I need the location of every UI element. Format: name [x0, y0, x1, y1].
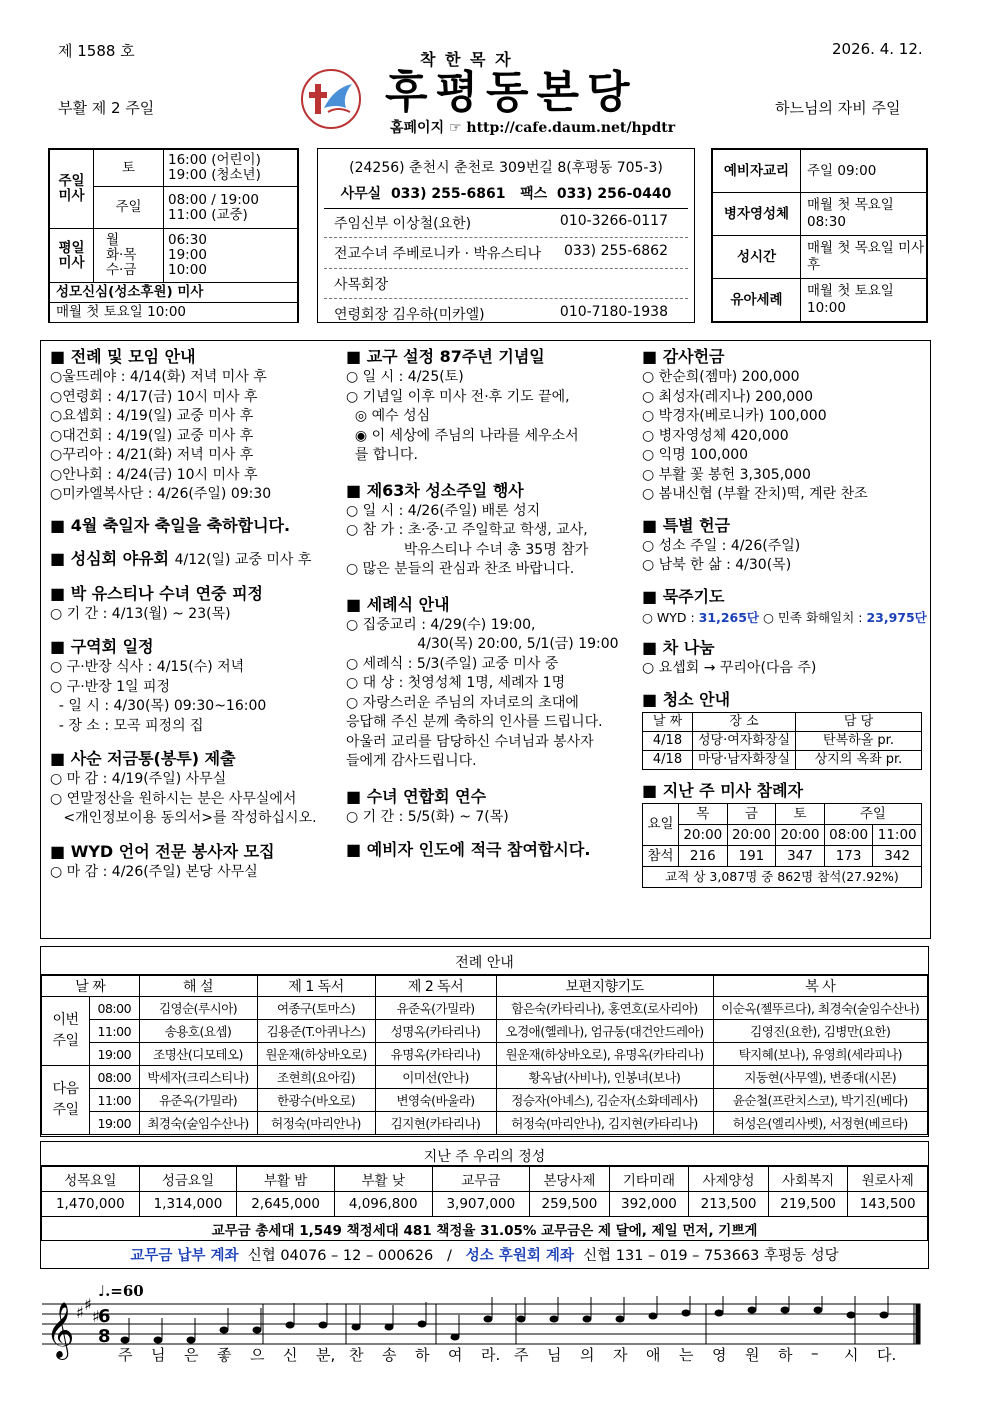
notice-item: ○ 일 시 : 4/25(토) [346, 369, 464, 385]
table-header: 담 당 [796, 712, 922, 731]
notice-item: ○ 최성자(레지나) 200,000 [642, 388, 814, 405]
table-cell: 조현희(요아킴) [257, 1066, 375, 1089]
table-cell: 20:00 [679, 824, 728, 845]
weekday-time-2: 19:00 [168, 247, 207, 263]
table-header: 복 사 [713, 976, 927, 997]
table-cell: 윤순철(프란치스코), 박기진(베다) [713, 1089, 927, 1112]
notice-item: ○꾸리아 : 4/21(화) 저녁 미사 후 [50, 447, 254, 463]
table-header: 주일 [824, 803, 921, 824]
lyric-syllable: 는 [679, 1346, 694, 1364]
lyric-syllable: 애 [646, 1346, 661, 1364]
note-head [286, 1322, 295, 1329]
notices-column-2 [346, 340, 636, 861]
table-header: 날 짜 [643, 712, 693, 731]
label-line: 주일 [52, 1102, 79, 1118]
table-cell: 4,096,800 [334, 1192, 432, 1217]
holy-mother-label: 성모신심(성소후원) 미사 [50, 283, 298, 303]
note-head [352, 1324, 361, 1331]
lyric-syllable: – [811, 1344, 819, 1362]
notice-item: ○연령회 : 4/17(금) 10시 미사 후 [50, 388, 258, 405]
weekday-time-3: 10:00 [168, 262, 207, 278]
note-head [583, 1316, 592, 1323]
notices-column-3 [642, 340, 926, 888]
section-heading: ■ 박 유스티나 수녀 연중 피정 [50, 583, 263, 603]
notices-column-1 [50, 340, 335, 882]
table-cell: 지동현(사무엘), 변종대(시몬) [713, 1066, 927, 1089]
note-head [253, 1327, 262, 1334]
note-head [220, 1327, 229, 1334]
section-heading: ■ 청소 안내 [642, 689, 731, 709]
table-cell: 정승자(아녜스), 김순자(소화데레사) [496, 1089, 713, 1112]
table-cell: 213,500 [689, 1192, 769, 1217]
table-cell: 11:00 [873, 824, 922, 845]
table-cell: 20:00 [727, 824, 776, 845]
contact-name: 전교수녀 주베로니카 · 박유스티나 [334, 246, 542, 262]
table-header: 성목요일 [42, 1167, 140, 1192]
rosary-counts [642, 608, 926, 628]
table-header: 교무금 [432, 1167, 530, 1192]
heading-detail: 4/12(일) 교중 미사 후 [174, 551, 312, 568]
section-heading: ■ 전례 및 모임 안내 [50, 347, 196, 366]
table-header: 원로사제 [848, 1167, 928, 1192]
liturgy-box [40, 946, 929, 1137]
sacrament-label: 유아세례 [713, 279, 801, 322]
lyric-syllable: 영 [712, 1346, 727, 1364]
treble-clef-icon: 𝄞 [46, 1302, 75, 1358]
notice-item: ○요셉회 : 4/19(일) 교중 미사 후 [50, 408, 254, 424]
lyric-syllable: 하 [778, 1346, 793, 1364]
mass-times-box [48, 148, 299, 323]
contact-name: 연령회장 김우하(미카엘) [334, 307, 485, 323]
notice-item: ○ 대 상 : 첫영성체 1명, 세례자 1명 [346, 675, 566, 691]
sun-time-2: 11:00 (교중) [168, 206, 248, 223]
note-head [187, 1337, 196, 1344]
table-cell: 1,314,000 [139, 1192, 237, 1217]
lyric-syllable: 찬 [349, 1346, 364, 1364]
note-head [517, 1316, 526, 1323]
sacrament-label: 병자영성체 [713, 193, 801, 236]
lyric-syllable: 여 [448, 1346, 463, 1364]
table-cell: 변영숙(바울라) [375, 1089, 496, 1112]
parish-title: 후평동본당 [385, 67, 638, 118]
fax-label: 팩스 [520, 186, 548, 202]
notice-item: ○안나회 : 4/24(금) 10시 미사 후 [50, 466, 258, 483]
section-heading: ■ 감사헌금 [642, 347, 725, 366]
table-cell: 143,500 [848, 1192, 928, 1217]
table-cell: 이순옥(젤뚜르다), 최경숙(술임수산나) [713, 997, 927, 1020]
homepage-link[interactable]: http://cafe.daum.net/hpdtr [466, 120, 676, 136]
attendance-table [642, 803, 922, 888]
table-cell: 유준옥(가밀라) [375, 997, 496, 1020]
note-head [748, 1307, 757, 1314]
section-heading: ■ 4월 축일자 축일을 축하합니다. [50, 515, 291, 535]
lyric-syllable: 주 [514, 1346, 529, 1364]
notice-item: 를 합니다. [346, 447, 418, 463]
contact-row [324, 209, 688, 238]
table-cell: 2,645,000 [237, 1192, 335, 1217]
table-header: 기타미래 [609, 1167, 689, 1192]
table-cell: 허정숙(마리안나), 김지현(카타리나) [496, 1112, 713, 1135]
section-heading: ■ 묵주기도 [642, 586, 725, 606]
table-cell: 탄복하올 pr. [796, 731, 922, 750]
note-head [781, 1307, 790, 1314]
notice-item: 응답해 주신 분께 축하의 인사를 드립니다. [346, 714, 603, 730]
notice-item: <개인정보이용 동의서>를 작성하십시오. [50, 810, 317, 826]
table-cell: 여종구(토마스) [257, 997, 375, 1020]
lyric-syllable: 시 [844, 1346, 859, 1364]
notice-item: ○ 부활 꽃 봉헌 3,305,000 [642, 466, 811, 483]
sacrament-time: 매월 첫 토요일 10:00 [801, 279, 927, 322]
sacrament-time: 매월 첫 목요일 08:30 [801, 193, 927, 236]
sunday-name: 하느님의 자비 주일 [775, 99, 901, 117]
table-header: 토 [776, 803, 825, 824]
account-number: 신협 04076 – 12 – 000626 [247, 1248, 434, 1264]
sacrament-label: 예비자교리 [713, 150, 801, 193]
liturgy-title: 전례 안내 [41, 947, 928, 975]
offering-box [40, 1141, 929, 1269]
sunday-mass-label: 주일 미사 [50, 150, 94, 229]
weekday-time-1: 06:30 [168, 232, 207, 248]
heading-text: ■ 성심회 야유회 [50, 548, 169, 568]
table-header: 목 [679, 803, 728, 824]
notice-item: ○ 구·반장 1일 피정 [50, 678, 171, 695]
table-header: 요일 [643, 803, 679, 845]
table-header: 금 [727, 803, 776, 824]
note-head [484, 1316, 493, 1323]
table-header: 사회복지 [768, 1167, 848, 1192]
liturgical-season: 부활 제 2 주일 [58, 99, 155, 117]
note-head [715, 1310, 724, 1317]
notice-item: ○미카엘복사단 : 4/26(주일) 09:30 [50, 486, 272, 502]
contact-name: 주임신부 이상철(요한) [334, 216, 472, 232]
note-head [616, 1316, 625, 1323]
table-header: 본당사제 [530, 1167, 610, 1192]
table-cell: 1,470,000 [42, 1192, 140, 1217]
notice-item: ○ 마 감 : 4/19(주일) 사무실 [50, 771, 227, 787]
account-label: 성소 후원회 계좌 [465, 1248, 574, 1264]
note-head [418, 1321, 427, 1328]
notice-item: ○ 박경자(베로니카) 100,000 [642, 408, 827, 424]
table-header: 제 2 독서 [375, 976, 496, 997]
notice-item: - 장 소 : 모곡 피정의 집 [50, 717, 204, 734]
sharp-icon: ♯ [76, 1303, 84, 1322]
contact-name: 사목회장 [334, 277, 389, 293]
table-cell: 이미선(안나) [375, 1066, 496, 1089]
contact-row [324, 269, 688, 299]
notice-item: ○ 남북 한 삶 : 4/30(목) [642, 557, 792, 573]
notice-item: ◎ 예수 성심 [346, 408, 431, 424]
fax-number: 033) 256-0440 [556, 186, 672, 202]
table-cell: 392,000 [609, 1192, 689, 1217]
table-cell: 조명산(디모테오) [139, 1043, 257, 1066]
notice-item: ○ 한순희(젬마) 200,000 [642, 369, 800, 385]
section-heading: ■ 수녀 연합회 연수 [346, 786, 487, 806]
table-cell: 08:00 [90, 997, 140, 1020]
table-cell: 마당·남자화장실 [693, 750, 796, 769]
notice-item: ○ 요셉회 → 꾸리아(다음 주) [642, 660, 817, 676]
note-head [121, 1337, 130, 1344]
offering-title: 지난 주 우리의 정성 [41, 1142, 928, 1166]
issue-number: 제 1588 호 [58, 42, 135, 60]
sharp-icon: ♯ [84, 1296, 92, 1314]
section-heading: ■ 특별 헌금 [642, 515, 731, 535]
weekday-mass-label: 평일 미사 [50, 229, 94, 283]
office-label: 사무실 [340, 186, 382, 202]
contact-phone: 010-3266-0117 [559, 213, 668, 229]
contact-row [324, 238, 688, 269]
table-cell: 성당·여자화장실 [693, 731, 796, 750]
notice-item: ○대건회 : 4/19(일) 교중 미사 후 [50, 427, 254, 444]
office-line [324, 177, 688, 209]
lyric-syllable: 님 [151, 1346, 166, 1364]
notice-item: ○ 구·반장 식사 : 4/15(수) 저녁 [50, 659, 245, 675]
notice-item: ○울뜨레야 : 4/14(화) 저녁 미사 후 [50, 369, 267, 385]
table-cell: 20:00 [776, 824, 825, 845]
table-header: 해 설 [139, 976, 257, 997]
table-cell: 원운재(하상바오로), 유명옥(카타리나) [496, 1043, 713, 1066]
table-cell: 오경애(헬레나), 엄규동(대건안드레아) [496, 1020, 713, 1043]
address: (24256) 춘천시 춘천로 309번길 8(후평동 705-3) [349, 160, 663, 176]
table-cell: 최경숙(술임수산나) [139, 1112, 257, 1135]
sacrament-label: 성시간 [713, 236, 801, 279]
offering-summary: 교무금 총세대 1,549 책정세대 481 책정율 31.05% 교무금은 제 달에, 제일 먼저, 기쁘게 [42, 1217, 928, 1241]
table-cell: 박세자(크리스티나) [139, 1066, 257, 1089]
sacraments-table [712, 149, 927, 322]
contact-phone: 033) 255-6862 [563, 243, 668, 259]
lyrics [40, 1344, 930, 1368]
notes-group [121, 1296, 889, 1344]
table-cell: 3,907,000 [432, 1192, 530, 1217]
section-heading: ■ 구역회 일정 [50, 637, 154, 656]
note-head [814, 1307, 823, 1314]
liturgy-table [41, 975, 928, 1135]
note-head [154, 1337, 163, 1344]
table-cell: 김영진(요한), 김병만(요한) [713, 1020, 927, 1043]
parish-logo-icon [300, 68, 362, 130]
table-header: 보편지향기도 [496, 976, 713, 997]
table-cell: 19:00 [90, 1112, 140, 1135]
account-number: 신협 131 – 019 – 753663 후평동 성당 [583, 1248, 839, 1264]
table-cell: 259,500 [530, 1192, 610, 1217]
mass-times-table [49, 149, 298, 323]
table-cell: 4/18 [643, 750, 693, 769]
table-header: 사제양성 [689, 1167, 769, 1192]
note-head [550, 1316, 559, 1323]
notice-item: ○ 봄내신협 (부활 잔치)떡, 계란 찬조 [642, 486, 868, 502]
notice-item: 들에게 감사드립니다. [346, 753, 477, 769]
sharp-icon: ♯ [92, 1307, 100, 1326]
sacrament-time: 주일 09:00 [801, 150, 927, 193]
label-line: 이번 [52, 1012, 79, 1028]
note-head [319, 1322, 328, 1329]
notice-item: ○ 마 감 : 4/26(주일) 본당 사무실 [50, 863, 258, 880]
lyric-syllable: 원 [745, 1346, 760, 1364]
table-cell: 219,500 [768, 1192, 848, 1217]
table-cell: 한광수(바오로) [257, 1089, 375, 1112]
section-heading: ■ 예비자 인도에 적극 참여합시다. [346, 840, 591, 859]
notice-item: 아울러 교리를 담당하신 수녀님과 봉사자 [346, 733, 594, 750]
this-week-label [42, 997, 90, 1066]
notice-item: ○ 많은 분들의 관심과 찬조 바랍니다. [346, 561, 575, 577]
table-cell: 성명옥(카타리나) [375, 1020, 496, 1043]
table-header: 날 짜 [42, 976, 140, 997]
account-line [41, 1241, 928, 1265]
sacraments-box [711, 148, 928, 323]
homepage-label: 홈페이지 ☞ [390, 120, 462, 136]
homepage-line [390, 117, 675, 137]
table-header: 제 1 독서 [257, 976, 375, 997]
sunday-label: 주일 [94, 187, 164, 229]
next-week-label [42, 1066, 90, 1135]
table-cell: 08:00 [824, 824, 873, 845]
table-cell: 216 [679, 845, 728, 866]
section-heading [50, 548, 335, 571]
section-heading: ■ 지난 주 미사 참례자 [642, 780, 804, 800]
table-cell: 원운재(하상바오로) [257, 1043, 375, 1066]
notice-item: ◉ 이 세상에 주님의 나라를 세우소서 [346, 427, 579, 444]
notice-item: ○ 연말정산을 원하시는 분은 사무실에서 [50, 790, 297, 807]
note-head [682, 1310, 691, 1317]
cleaning-table [642, 712, 922, 770]
notice-item: 4/30(목) 20:00, 5/1(금) 19:00 [346, 636, 619, 652]
issue-date: 2026. 4. 12. [832, 40, 923, 58]
contact-phone: 010-7180-1938 [559, 304, 668, 320]
note-head [880, 1312, 889, 1319]
section-heading: ■ 세례식 안내 [346, 594, 450, 614]
table-cell: 유명옥(카타리나) [375, 1043, 496, 1066]
note-head [385, 1324, 394, 1331]
lyric-syllable: 좋 [217, 1346, 232, 1364]
notice-item: ○ 집중교리 : 4/29(수) 19:00, [346, 616, 536, 633]
sun-time-1: 08:00 / 19:00 [168, 191, 259, 208]
label-line: 주일 [52, 1033, 79, 1049]
lyric-syllable: 님 [547, 1346, 562, 1364]
table-cell: 347 [776, 845, 825, 866]
sat-time-1: 16:00 (어린이) [168, 152, 261, 168]
lyric-syllable: 신 [283, 1346, 298, 1364]
notice-item: ○ 참 가 : 초·중·고 주일학교 학생, 교사, [346, 522, 588, 538]
lyric-syllable: 으 [250, 1346, 265, 1364]
notice-item: ○ 기 간 : 4/13(월) ~ 23(목) [50, 605, 231, 622]
tempo-marking: ♩.=60 [98, 1282, 144, 1300]
account-label: 교무금 납부 계좌 [130, 1248, 239, 1264]
lyric-syllable: 다. [877, 1346, 897, 1364]
table-cell: 191 [727, 845, 776, 866]
table-header: 성금요일 [139, 1167, 237, 1192]
lyric-syllable: 의 [580, 1346, 595, 1364]
table-cell: 함은숙(카타리나), 홍연호(로사리아) [496, 997, 713, 1020]
rosary-label: ○ 민족 화해일치 : [762, 609, 867, 625]
table-cell: 유준옥(가밀라) [139, 1089, 257, 1112]
note-head [847, 1312, 856, 1319]
holy-mother-time: 매월 첫 토요일 10:00 [50, 303, 298, 323]
notice-item: ○ 기념일 이후 미사 전·후 기도 끝에, [346, 388, 570, 405]
notice-item: ○ 기 간 : 5/5(화) ~ 7(목) [346, 808, 509, 825]
contact-row [324, 299, 688, 328]
weekday-2: 화·목 [106, 247, 137, 263]
section-heading: ■ 차 나눔 [642, 638, 715, 657]
lyric-syllable: 하 [415, 1346, 430, 1364]
separator: / [447, 1248, 452, 1264]
lyric-syllable: 은 [184, 1346, 199, 1364]
table-header: 부활 낮 [334, 1167, 432, 1192]
table-cell: 11:00 [90, 1020, 140, 1043]
notice-item: ○ 익명 100,000 [642, 447, 749, 463]
notice-item: 박유스티나 수녀 총 35명 참가 [346, 541, 589, 558]
note-head [451, 1334, 460, 1341]
table-cell: 허성은(엘리사벳), 서정현(베르타) [713, 1112, 927, 1135]
table-cell: 19:00 [90, 1043, 140, 1066]
rosary-label: ○ WYD : [642, 609, 699, 625]
time-sig-bottom: 8 [98, 1326, 111, 1347]
rosary-value: 31,265단 [698, 609, 759, 625]
section-heading: ■ 교구 설정 87주년 기념일 [346, 347, 545, 366]
notice-item: ○ 일 시 : 4/26(주일) 배론 성지 [346, 502, 541, 519]
table-cell: 송용호(요셉) [139, 1020, 257, 1043]
saturday-label: 토 [94, 150, 164, 187]
section-heading: ■ 사순 저금통(봉투) 제출 [50, 749, 236, 768]
office-phone: 033) 255-6861 [390, 186, 506, 202]
table-header: 장 소 [693, 712, 796, 731]
table-cell: 탁지혜(보나), 유영희(세라피나) [713, 1043, 927, 1066]
table-cell: 173 [824, 845, 873, 866]
table-cell: 김지현(카타리나) [375, 1112, 496, 1135]
table-cell: 342 [873, 845, 922, 866]
notice-item: ○ 병자영성체 420,000 [642, 427, 789, 444]
lyric-syllable: 주 [118, 1346, 133, 1364]
weekday-3: 수·금 [106, 262, 137, 278]
table-cell: 김용준(T.아퀴나스) [257, 1020, 375, 1043]
notice-item: - 일 시 : 4/30(목) 09:30~16:00 [50, 698, 267, 714]
attendance-summary: 교적 상 3,087명 중 862명 참석(27.92%) [643, 866, 922, 887]
table-cell: 김영순(루시아) [139, 997, 257, 1020]
table-cell: 상지의 옥좌 pr. [796, 750, 922, 769]
notice-item: ○ 세례식 : 5/3(주일) 교중 미사 중 [346, 655, 559, 672]
notice-item: ○ 자랑스러운 주님의 자녀로의 초대에 [346, 694, 579, 711]
table-header: 부활 밤 [237, 1167, 335, 1192]
label-line: 다음 [52, 1081, 79, 1097]
parish-subtitle: 착 한 목 자 [420, 50, 513, 69]
time-sig-top: 6 [98, 1306, 111, 1327]
rosary-value: 23,975단 [866, 609, 927, 625]
sat-time-2: 19:00 (청소년) [168, 167, 261, 183]
offering-table [41, 1166, 928, 1241]
lyric-syllable: 자 [613, 1346, 628, 1364]
lyric-syllable: 송 [382, 1346, 397, 1364]
notice-item: ○ 성소 주일 : 4/26(주일) [642, 537, 801, 554]
lyric-syllable: 분, [316, 1346, 336, 1364]
weekday-1: 월 [106, 232, 120, 248]
table-cell: 4/18 [643, 731, 693, 750]
contact-box [317, 148, 695, 323]
table-cell: 황옥남(사비나), 인봉녀(보나) [496, 1066, 713, 1089]
note-head [649, 1313, 658, 1320]
table-cell: 08:00 [90, 1066, 140, 1089]
section-heading: ■ 제63차 성소주일 행사 [346, 480, 524, 500]
table-cell: 11:00 [90, 1089, 140, 1112]
table-header: 참석 [643, 845, 679, 866]
table-cell: 허정숙(마리안나) [257, 1112, 375, 1135]
section-heading: ■ WYD 언어 전문 봉사자 모집 [50, 841, 275, 861]
sacrament-time: 매월 첫 목요일 미사 후 [801, 236, 927, 279]
lyric-syllable: 라. [481, 1346, 501, 1364]
